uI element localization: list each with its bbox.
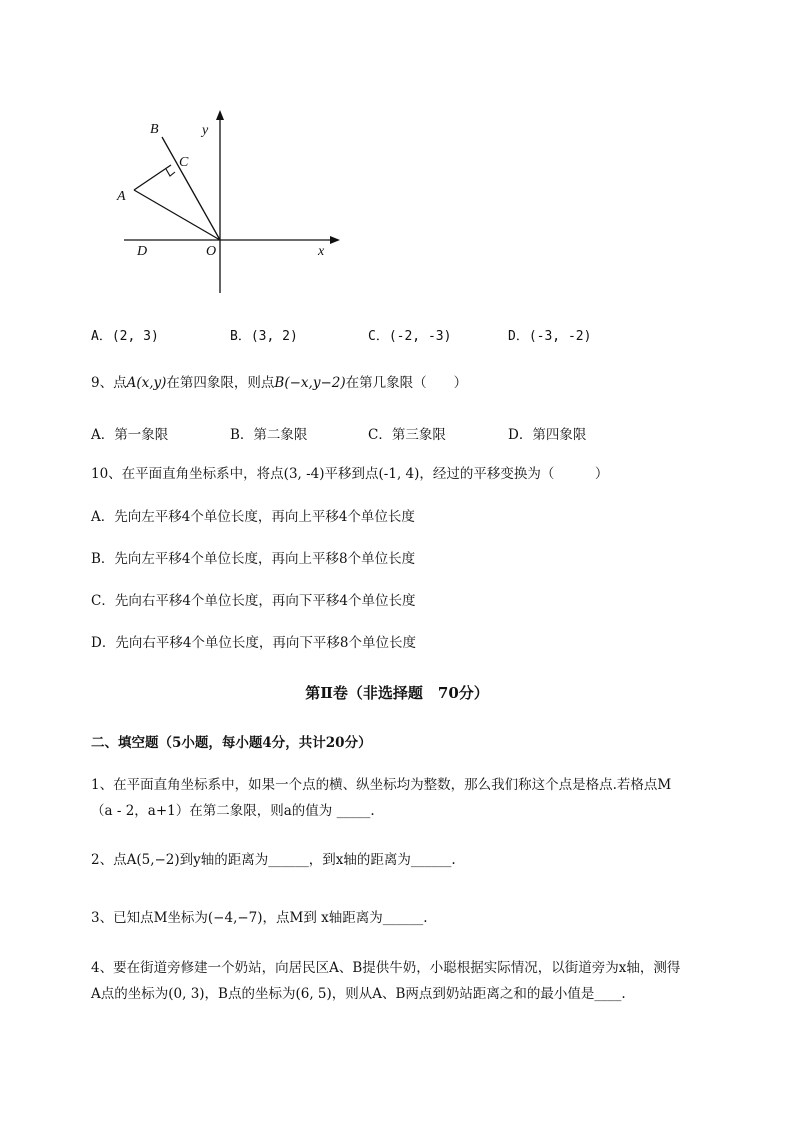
- label-b: B: [150, 122, 159, 137]
- label-o: O: [206, 244, 217, 259]
- q8-option-c[interactable]: C．(-2, -3): [368, 329, 452, 344]
- q9-stem: [91, 373, 467, 393]
- label-y: y: [202, 123, 209, 138]
- fill-q4-line1: 4、要在街道旁修建一个奶站，向居民区A、B提供牛奶，小聪根据实际情况，以街道旁为x轴，测得: [91, 960, 681, 976]
- q9-suffix: 在第几象限（ ）: [345, 375, 468, 391]
- fill-q3: 3、已知点M坐标为(−4,−7)，点M到 x轴距离为______.: [91, 910, 428, 926]
- q10-option-a[interactable]: A．先向左平移4个单位长度，再向上平移4个单位长度: [91, 509, 415, 525]
- q9-point-b: B(−x,y−2): [274, 375, 346, 391]
- label-a: A: [117, 189, 126, 204]
- q8-option-b[interactable]: B．(3, 2): [230, 329, 298, 344]
- geometry-figure: [110, 105, 350, 300]
- label-d: D: [137, 244, 148, 259]
- label-x: x: [318, 244, 325, 259]
- segment-oa: [134, 190, 220, 240]
- q10-option-d[interactable]: D．先向右平移4个单位长度，再向下平移8个单位长度: [91, 635, 417, 651]
- q9-option-b[interactable]: B．第二象限: [230, 427, 308, 443]
- q9-point-a: A(x,y): [126, 375, 167, 391]
- y-axis-arrow: [216, 110, 224, 120]
- part2-title: 第Ⅱ卷（非选择题 70分）: [305, 684, 489, 702]
- fill-q2: 2、点A(5,−2)到y轴的距离为______，到x轴的距离为______.: [91, 852, 456, 868]
- fill-q1-line2: （a - 2，a+1）在第二象限，则a的值为 _____.: [91, 803, 375, 819]
- fill-blank-heading: 二、填空题（5小题，每小题4分，共计20分）: [91, 735, 372, 751]
- q8-option-d[interactable]: D．(-3, -2): [508, 329, 592, 344]
- fill-q4-line2: A点的坐标为(0, 3)，B点的坐标为(6, 5)，则从A、B两点到奶站距离之和的最小值是____.: [91, 986, 626, 1002]
- q9-mid: 在第四象限，则点: [166, 375, 275, 391]
- q9-prefix: 9、点: [91, 375, 127, 391]
- q10-option-b[interactable]: B．先向左平移4个单位长度，再向上平移8个单位长度: [91, 551, 416, 567]
- fill-q1-line1: 1、在平面直角坐标系中，如果一个点的横、纵坐标均为整数，那么我们称这个点是格点.若格点M: [91, 777, 672, 793]
- q10-stem: 10、在平面直角坐标系中，将点(3, -4)平移到点(-1, 4)，经过的平移变换为（ ）: [91, 466, 609, 482]
- x-axis-arrow: [330, 236, 340, 244]
- q10-option-c[interactable]: C．先向右平移4个单位长度，再向下平移4个单位长度: [91, 593, 416, 609]
- segment-ac: [134, 165, 171, 190]
- segment-ob: [162, 137, 220, 240]
- q9-option-a[interactable]: A．第一象限: [91, 427, 169, 443]
- q9-option-c[interactable]: C．第三象限: [368, 427, 446, 443]
- q9-option-d[interactable]: D．第四象限: [508, 427, 587, 443]
- right-angle-mark: [166, 169, 175, 176]
- q8-option-a[interactable]: A．(2, 3): [91, 329, 159, 344]
- label-c: C: [179, 155, 189, 170]
